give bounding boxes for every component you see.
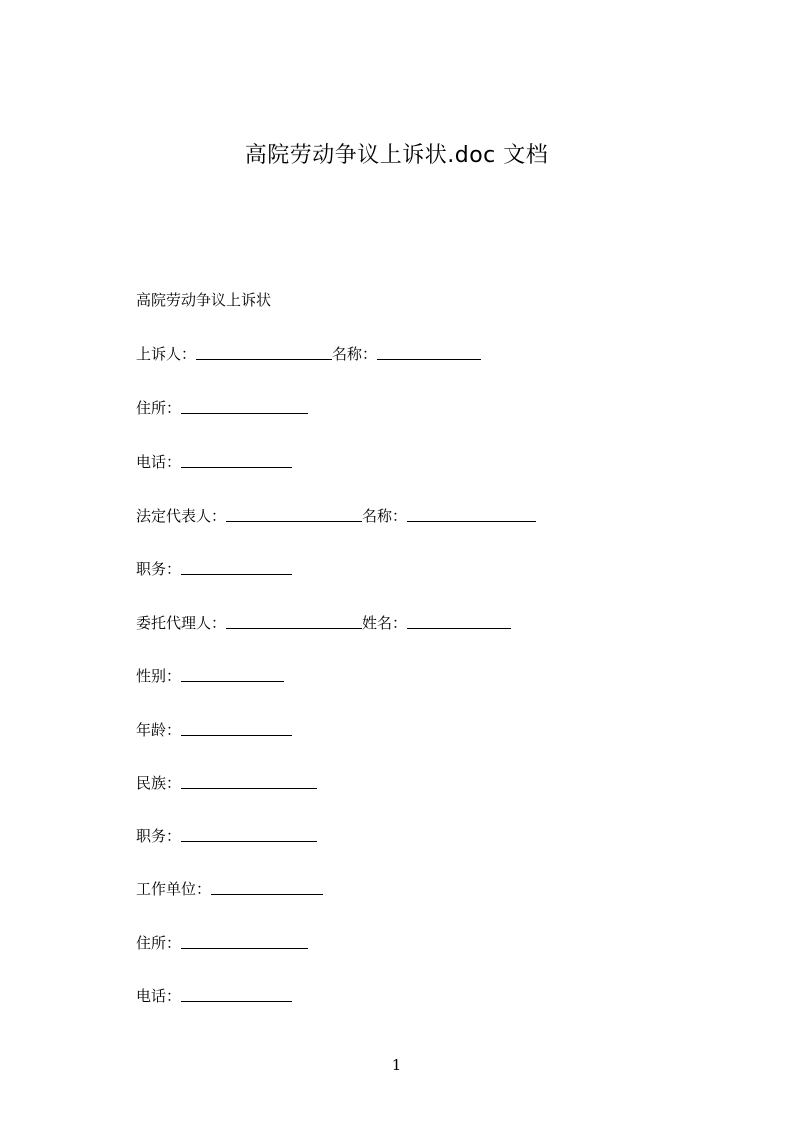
ethnicity-blank xyxy=(181,774,317,789)
address-label: 住所： xyxy=(136,934,182,952)
legal-representative-label: 法定代表人： xyxy=(136,507,227,525)
employer-row xyxy=(136,878,323,900)
legal-representative-blank xyxy=(226,507,362,522)
address-label: 住所： xyxy=(136,399,182,417)
address-row xyxy=(136,932,308,954)
name-blank xyxy=(407,507,536,522)
agent-label: 委托代理人： xyxy=(136,614,227,632)
address-blank xyxy=(181,399,308,414)
gender-blank xyxy=(181,667,284,682)
employer-label: 工作单位： xyxy=(136,880,212,898)
fullname-blank xyxy=(407,614,511,629)
ethnicity-label: 民族： xyxy=(136,774,182,792)
gender-row xyxy=(136,665,284,687)
legal-representative-row xyxy=(136,505,536,527)
age-blank xyxy=(181,721,292,736)
name-label: 名称： xyxy=(362,507,408,525)
phone-row xyxy=(136,451,292,473)
phone-blank xyxy=(181,987,292,1002)
appellant-blank xyxy=(196,345,332,360)
phone-row xyxy=(136,985,292,1007)
address-blank xyxy=(181,934,308,949)
appellant-row xyxy=(136,343,481,365)
age-label: 年龄： xyxy=(136,721,182,739)
position-row xyxy=(136,825,317,847)
fullname-label: 姓名： xyxy=(362,614,408,632)
position-label: 职务： xyxy=(136,560,182,578)
phone-blank xyxy=(181,453,292,468)
gender-label: 性别： xyxy=(136,667,182,685)
position-blank xyxy=(181,560,292,575)
position-label: 职务： xyxy=(136,827,182,845)
address-row xyxy=(136,397,308,419)
agent-blank xyxy=(226,614,362,629)
agent-row xyxy=(136,612,511,634)
name-label: 名称： xyxy=(332,345,378,363)
page-title: 高院劳动争议上诉状.doc 文档 xyxy=(244,143,549,168)
age-row xyxy=(136,719,292,741)
ethnicity-row xyxy=(136,772,317,794)
document-subtitle: 高院劳动争议上诉状 xyxy=(136,291,272,309)
phone-label: 电话： xyxy=(136,453,182,471)
employer-blank xyxy=(211,880,323,895)
name-blank xyxy=(377,345,481,360)
page-number: 1 xyxy=(391,1056,402,1074)
phone-label: 电话： xyxy=(136,987,182,1005)
appellant-label: 上诉人： xyxy=(136,345,197,363)
position-row xyxy=(136,558,292,580)
position-blank xyxy=(181,827,317,842)
